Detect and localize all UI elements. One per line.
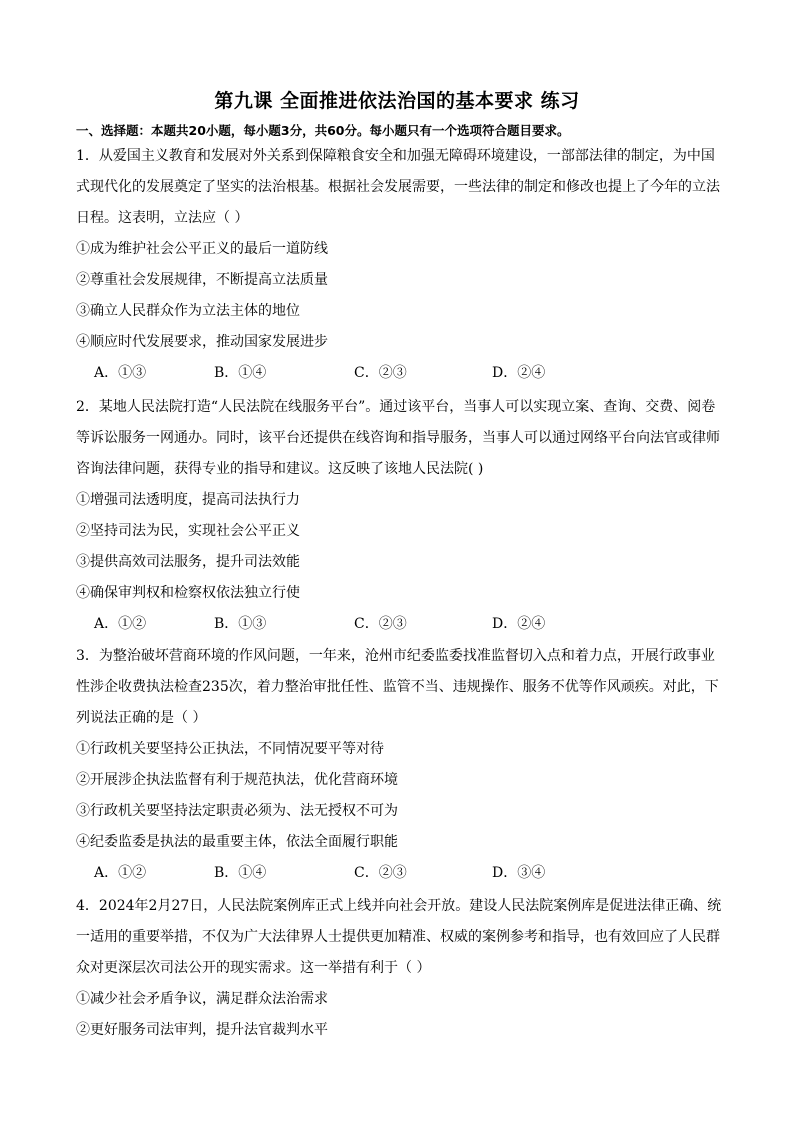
answer-choices [76,358,724,389]
choice-c[interactable]: C．②③ [354,865,407,881]
choice-a[interactable]: A．①② [94,865,147,881]
option-item: ①行政机关要坚持公正执法，不同情况要平等对待 [76,741,384,757]
option-item: ④纪委监委是执法的最重要主体，依法全面履行职能 [76,834,398,850]
option-item: ④顺应时代发展要求，推动国家发展进步 [76,334,328,350]
choice-d[interactable]: D．③④ [492,865,546,881]
choice-d[interactable]: D．②④ [492,365,546,381]
choice-b[interactable]: B．①③ [214,616,267,632]
option-item: ②尊重社会发展规律，不断提高立法质量 [76,272,328,288]
option-item: ③确立人民群众作为立法主体的地位 [76,303,300,319]
answer-choices [76,609,724,640]
section-header: 一、选择题：本题共20小题，每小题3分，共60分。每小题只有一个选项符合题目要求。 [76,123,570,138]
option-item: ②坚持司法为民，实现社会公平正义 [76,523,300,539]
question-3 [76,641,724,889]
option-item: ③提供高效司法服务，提升司法效能 [76,554,300,570]
option-item: ①成为维护社会公平正义的最后一道防线 [76,241,328,257]
choice-b[interactable]: B．①④ [214,365,267,381]
option-item: ①减少社会矛盾争议，满足群众法治需求 [76,991,328,1007]
option-item: ②开展涉企执法监督有利于规范执法，优化营商环境 [76,772,398,788]
option-item: ①增强司法透明度，提高司法执行力 [76,492,300,508]
choice-b[interactable]: B．①④ [214,865,267,881]
answer-choices [76,858,724,889]
choice-a[interactable]: A．①② [94,616,147,632]
question-2 [76,392,724,640]
choice-d[interactable]: D．②④ [492,616,546,632]
question-stem: 4．2024年2月27日，人民法院案例库正式上线并向社会开放。建设人民法院案例库是促进法律正确、统一适用的重要举措，不仅为广大法律界人士提供更加精准、权威的案例参考和指导，也有效回应了人民群众对更深层次司法公开的现实需求。这一举措有利于（ ） [76,898,722,976]
choice-a[interactable]: A．①③ [94,365,147,381]
option-item: ④确保审判权和检察权依法独立行使 [76,585,300,601]
option-item: ②更好服务司法审判，提升法官裁判水平 [76,1022,328,1038]
question-stem: 3．为整治破坏营商环境的作风问题，一年来，沧州市纪委监委找准监督切入点和着力点，开展行政事业性涉企收费执法检查235次，着力整治审批任性、监管不当、违规操作、服务不优等作风顽疾。对此，下列说法正确的是（ ） [76,648,719,726]
question-4 [76,891,724,1046]
choice-c[interactable]: C．②③ [354,365,407,381]
choice-c[interactable]: C．②③ [354,616,407,632]
page-title: 第九课 全面推进依法治国的基本要求 练习 [214,90,580,112]
option-item: ③行政机关要坚持法定职责必须为、法无授权不可为 [76,803,398,819]
question-stem: 2．某地人民法院打造“人民法院在线服务平台”。通过该平台，当事人可以实现立案、查询、交费、阅卷等诉讼服务一网通办。同时，该平台还提供在线咨询和指导服务，当事人可以通过网络平台向法官或律师咨询法律问题，获得专业的指导和建议。这反映了该地人民法院( ) [76,399,720,477]
question-stem: 1．从爱国主义教育和发展对外关系到保障粮食安全和加强无障碍环境建设，一部部法律的制定，为中国式现代化的发展奠定了坚实的法治根基。根据社会发展需要，一些法律的制定和修改也提上了今年的立法日程。这表明，立法应（ ） [76,148,720,226]
question-1 [76,141,724,389]
